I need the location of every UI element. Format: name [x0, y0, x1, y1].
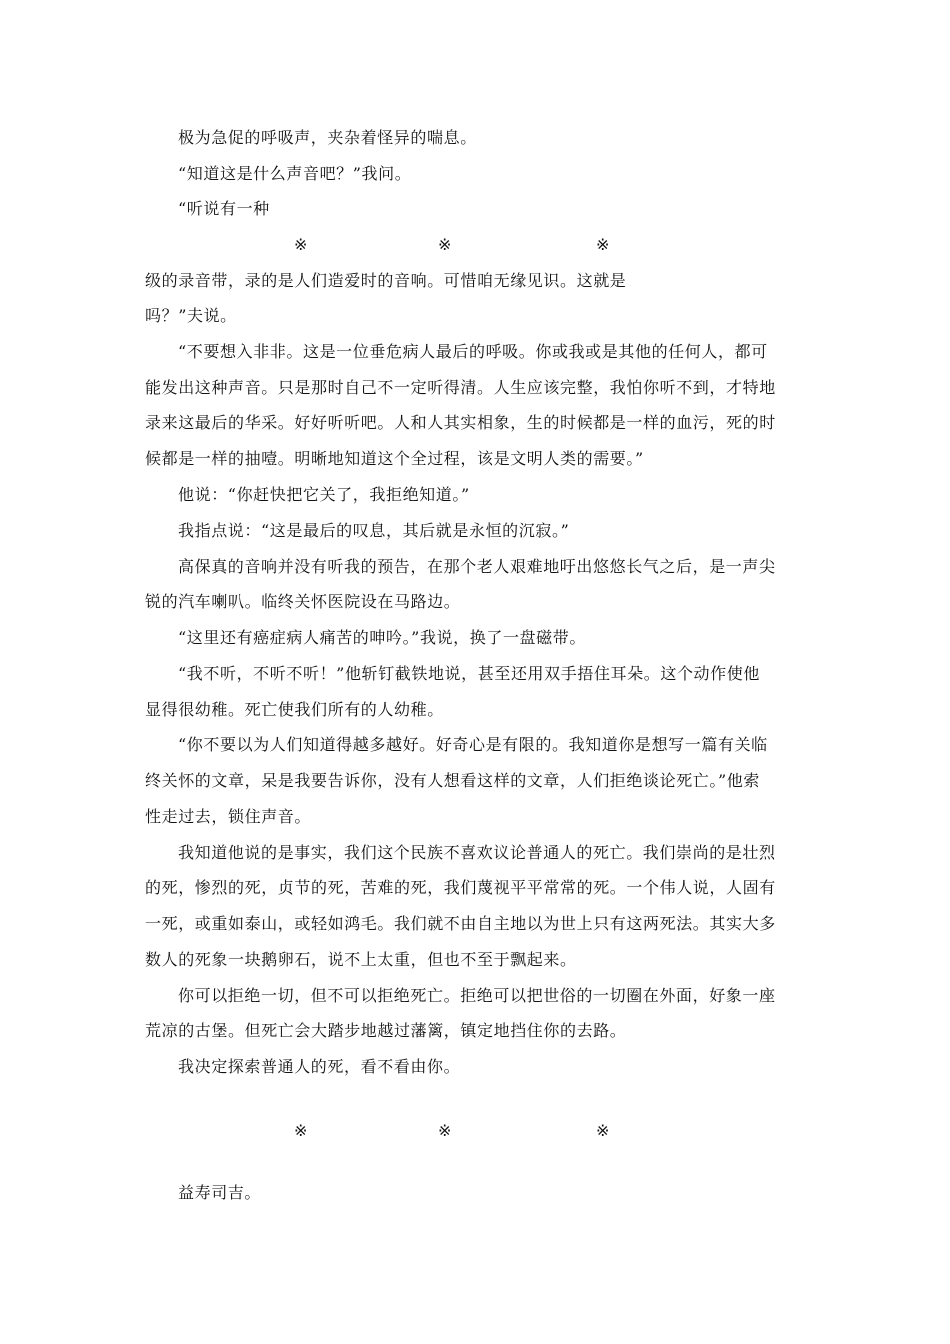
- text-line: 性走过去，锁住声音。: [145, 807, 312, 826]
- text-line: 级的录音带，录的是人们造爱时的音响。可惜咱无缘见识。这就是: [145, 271, 627, 290]
- text-line: “听说有一种: [178, 199, 270, 218]
- text-line: 能发出这种声音。只是那时自己不一定听得清。人生应该完整，我怕你听不到，才特地: [145, 378, 776, 397]
- text-line: “你不要以为人们知道得越多越好。好奇心是有限的。我知道你是想写一篇有关临: [178, 735, 768, 754]
- text-line: 一死，或重如泰山，或轻如鸿毛。我们就不由自主地以为世上只有这两死法。其实大多: [145, 914, 776, 933]
- text-line: 高保真的音响并没有听我的预告，在那个老人艰难地吁出悠悠长气之后，是一声尖: [178, 557, 776, 576]
- text-line: 极为急促的呼吸声，夹杂着怪异的喘息。: [178, 128, 477, 147]
- text-line: 吗？”夫说。: [145, 306, 237, 325]
- text-line: 的死，惨烈的死，贞节的死，苦难的死，我们蔑视平平常常的死。一个伟人说，人固有: [145, 878, 776, 897]
- separator-mark: ※: [596, 1121, 610, 1140]
- text-line: 他说：“你赶快把它关了，我拒绝知道。”: [178, 485, 470, 504]
- text-line: “不要想入非非。这是一位垂危病人最后的呼吸。你或我或是其他的任何人，都可: [178, 342, 768, 361]
- text-line: 终关怀的文章，呆是我要告诉你，没有人想看这样的文章，人们拒绝谈论死亡。”他索: [145, 771, 760, 790]
- text-line: 锐的汽车喇叭。临终关怀医院设在马路边。: [145, 592, 461, 611]
- separator-mark: ※: [294, 235, 308, 254]
- text-line: 显得很幼稚。死亡使我们所有的人幼稚。: [145, 700, 444, 719]
- separator-mark: ※: [294, 1121, 308, 1140]
- separator-mark: ※: [438, 1121, 452, 1140]
- separator-mark: ※: [596, 235, 610, 254]
- text-line: 益寿司吉。: [178, 1183, 262, 1202]
- text-line: “这里还有癌症病人痛苦的呻吟。”我说，换了一盘磁带。: [178, 628, 586, 647]
- text-line: “我不听，不听不听！”他斩钉截铁地说，甚至还用双手捂住耳朵。这个动作使他: [178, 664, 760, 683]
- text-line: 录来这最后的华采。好好听听吧。人和人其实相象，生的时候都是一样的血污，死的时: [145, 413, 776, 432]
- text-line: 我知道他说的是事实，我们这个民族不喜欢议论普通人的死亡。我们崇尚的是壮烈: [178, 843, 776, 862]
- text-line: 你可以拒绝一切，但不可以拒绝死亡。拒绝可以把世俗的一切圈在外面，好象一座: [178, 986, 776, 1005]
- separator-mark: ※: [438, 235, 452, 254]
- text-line: 候都是一样的抽噎。明晰地知道这个全过程，该是文明人类的需要。”: [145, 449, 644, 468]
- text-line: 数人的死象一块鹅卵石，说不上太重，但也不至于飘起来。: [145, 950, 577, 969]
- text-line: 荒凉的古堡。但死亡会大踏步地越过藩篱，镇定地挡住你的去路。: [145, 1021, 627, 1040]
- text-line: “知道这是什么声音吧？”我问。: [178, 164, 412, 183]
- text-line: 我指点说：“这是最后的叹息，其后就是永恒的沉寂。”: [178, 521, 570, 540]
- text-line: 我决定探索普通人的死，看不看由你。: [178, 1057, 461, 1076]
